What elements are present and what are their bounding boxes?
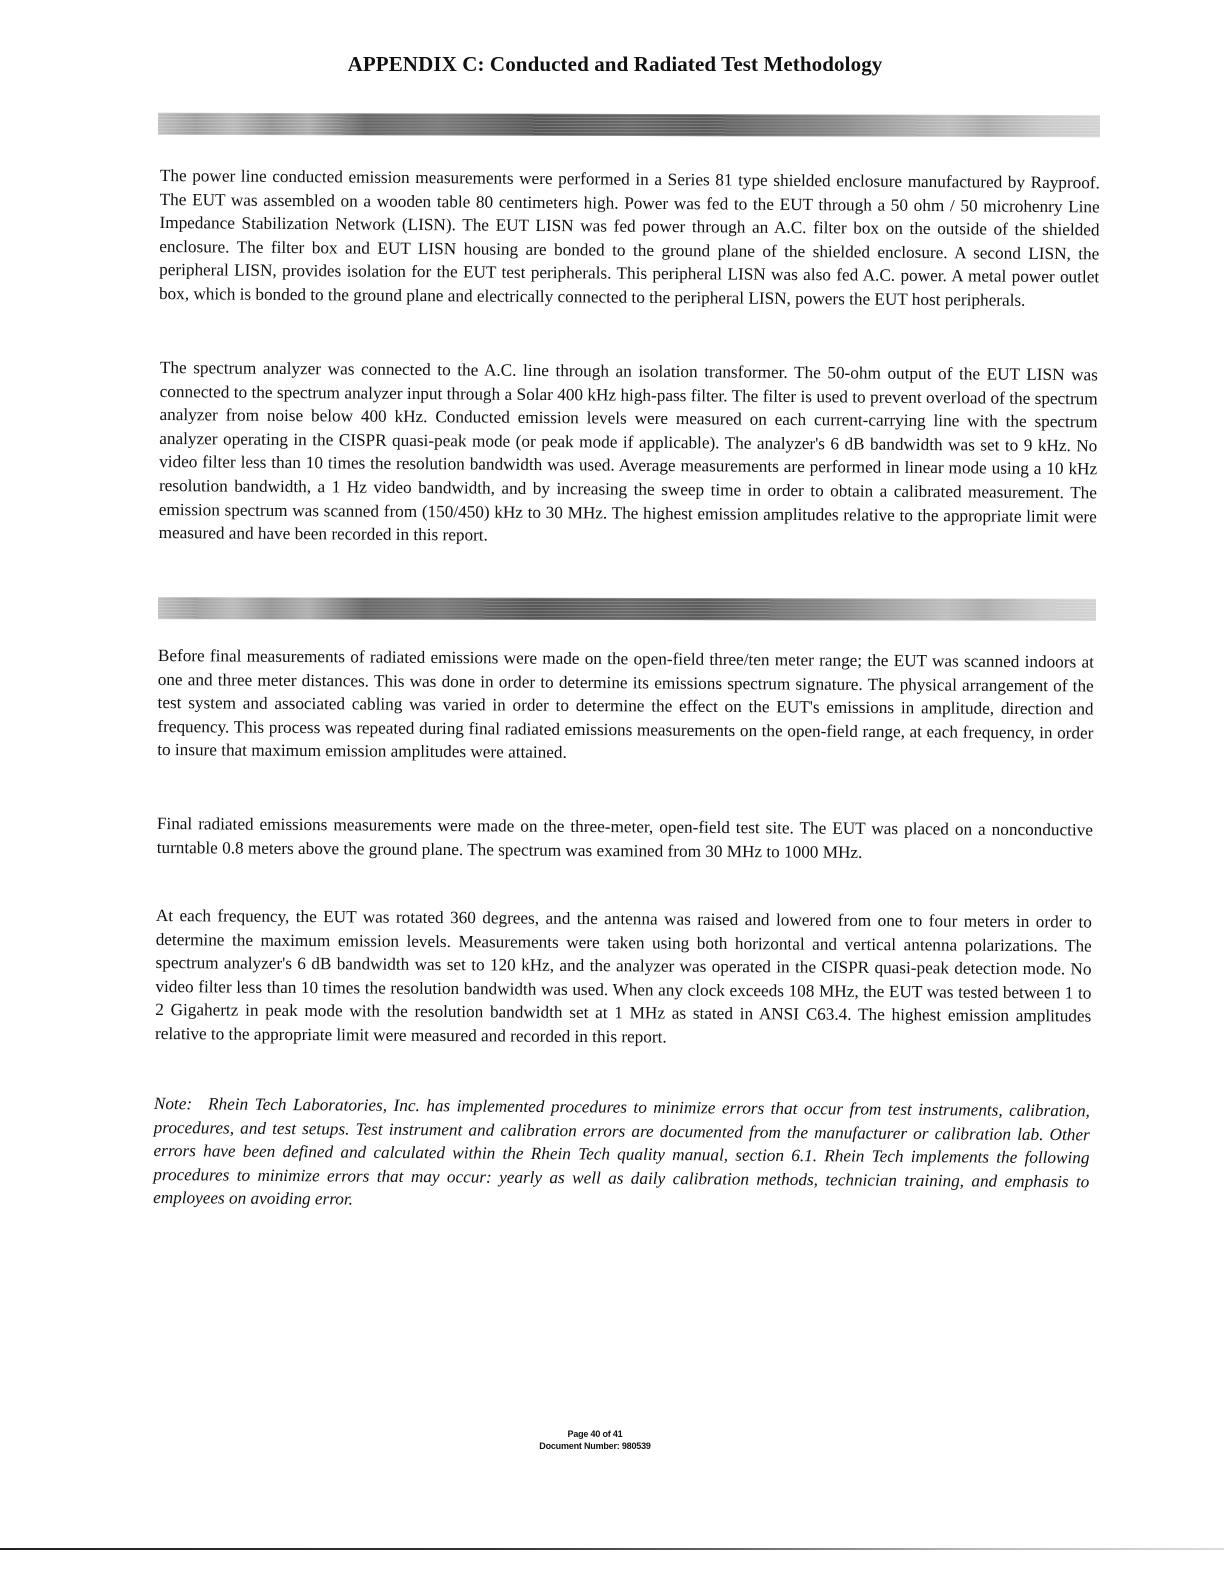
note-paragraph bbox=[153, 1092, 1090, 1217]
section-header-bar-conducted bbox=[158, 113, 1100, 137]
section-header-bar-radiated bbox=[158, 597, 1096, 621]
paragraph-radiated-final: Final radiated emissions measurements were made on the three-meter, open-field test site. The EUT was placed on a nonconductive turntable 0.8 meters above the ground plane. The spectrum was examined from 30 MHz to 1000 MHz. bbox=[156, 813, 1093, 862]
paragraph-spectrum-analyzer: The spectrum analyzer was connected to the A.C. line through an isolation transformer. The 50-ohm output of the EUT LISN was connected to the spectrum analyzer input through a Solar 400 kHz high-pass filter. The filter is used to prevent overload of the spectrum analyzer from noise below 400 kHz. Conducted emission levels were measured on each current-carrying line with the spectrum analyzer operating in the CISPR quasi-peak mode (or peak mode if applicable). The analyzer's 6 dB bandwidth was set to 9 kHz. No video filter less than 10 times the resolution bandwidth was used. Average measurements are performed in linear mode using a 10 kHz resolution bandwidth, a 1 Hz video bandwidth, and by increasing the sweep time in order to obtain a calibrated measurement. The emission spectrum was scanned from (150/450) kHz to 30 MHz. The highest emission amplitudes relative to the appropriate limit were measured and have been recorded in this report. bbox=[158, 357, 1098, 545]
page-footer bbox=[0, 1428, 1190, 1452]
scan-edge-line bbox=[0, 1548, 1224, 1550]
paragraph-radiated-prescan: Before final measurements of radiated emissions were made on the open-field three/ten meter range; the EUT was scanned indoors at one and three meter distances. This was done in order to determine its emissions spectrum signature. The physical arrangement of the test system and associated cabling was varied in order to determine the effect on the EUT's emissions in amplitude, direction and frequency. This process was repeated during final radiated emissions measurements on the open-field range, at each frequency, in order to insure that maximum emission amplitudes were attained. bbox=[157, 645, 1094, 763]
paragraph-radiated-procedure: At each frequency, the EUT was rotated 360 degrees, and the antenna was raised and lowered from one to four meters in order to determine the maximum emission levels. Measurements were taken using both horizontal and vertical antenna polarizations. The spectrum analyzer's 6 dB bandwidth was set to 120 kHz, and the analyzer was operated in the CISPR quasi-peak detection mode. No video filter less than 10 times the resolution bandwidth was used. When any clock exceeds 108 MHz, the EUT was tested between 1 to 2 Gigahertz in peak mode with the resolution bandwidth set at 1 MHz as stated in ANSI C63.4. The highest emission amplitudes relative to the appropriate limit were measured and recorded in this report. bbox=[155, 905, 1092, 1047]
page-title: APPENDIX C: Conducted and Radiated Test Methodology bbox=[347, 52, 883, 76]
document-number: Document Number: 980539 bbox=[539, 1441, 651, 1451]
note-text: Rhein Tech Laboratories, Inc. has implemented procedures to minimize errors that occur from test instruments, calibration, procedures, and test setups. Test instrument and calibration errors are documented from the manufacturer or calibration lab. Other errors have been defined and calculated within the Rhein Tech quality manual, section 6.1. Rhein Tech implements the following procedures to minimize errors that may occur: yearly as well as daily calibration methods, technician training, and emphasis to employees on avoiding error. bbox=[153, 1094, 1090, 1209]
page-number: Page 40 of 41 bbox=[567, 1429, 623, 1439]
note-label: Note: bbox=[153, 1093, 193, 1114]
paragraph-conducted-setup: The power line conducted emission measurements were performed in a Series 81 type shielded enclosure manufactured by Rayproof. The EUT was assembled on a wooden table 80 centimeters high. Power was fed to the EUT through a 50 ohm / 50 microhenry Line Impedance Stabilization Network (LISN). The EUT LISN was fed power through an A.C. filter box on the outside of the shielded enclosure. The filter box and EUT LISN housing are bonded to the ground plane of the shielded enclosure. A second LISN, the peripheral LISN, provides isolation for the EUT test peripherals. This peripheral LISN was also fed A.C. power. A metal power outlet box, which is bonded to the ground plane and electrically connected to the peripheral LISN, powers the EUT host peripherals. bbox=[158, 165, 1100, 310]
